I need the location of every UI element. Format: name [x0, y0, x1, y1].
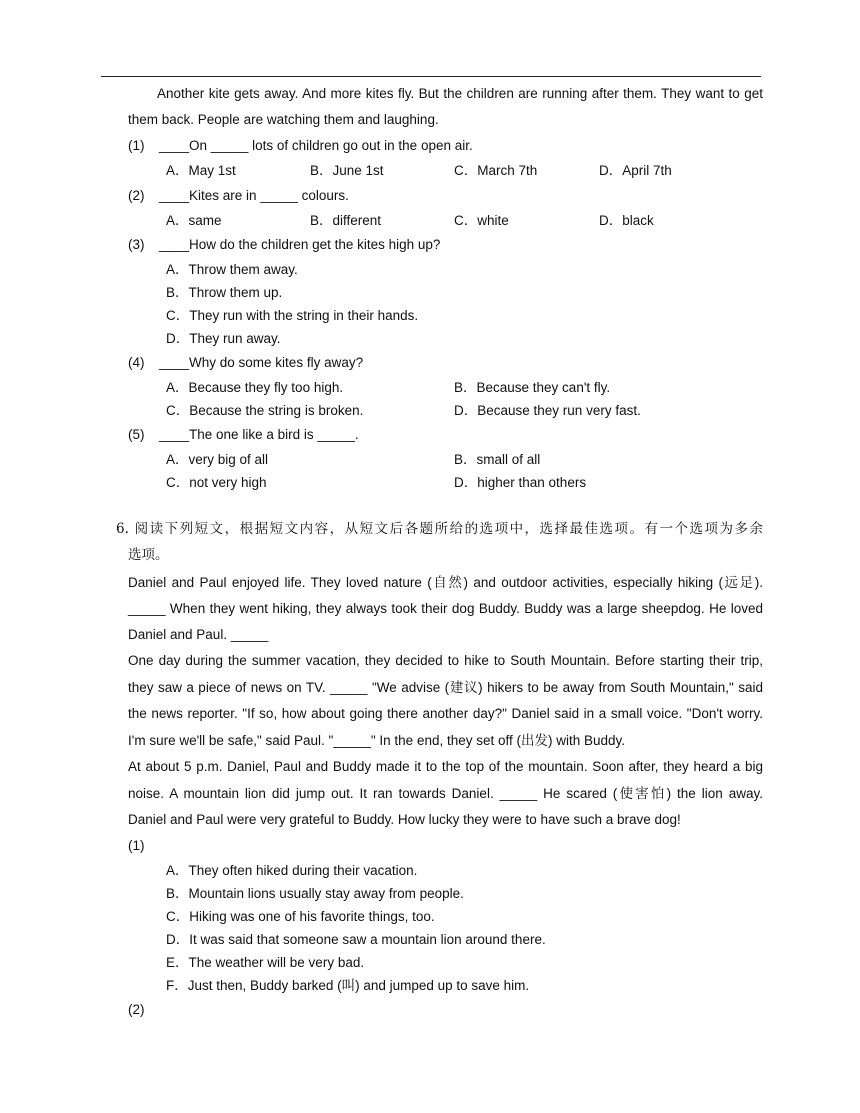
option-b[interactable]: B．June 1st — [310, 163, 384, 178]
passage-line: Another kite gets away. And more kites fly. But the children are running after them. They want to get — [157, 86, 763, 101]
option-c[interactable]: C．white — [454, 213, 509, 228]
passage-line: One day during the summer vacation, they decided to hike to South Mountain. Before starting their trip, — [128, 653, 763, 668]
option-c[interactable]: C．They run with the string in their hands. — [166, 308, 419, 323]
question-stem: ____How do the children get the kites high up? — [159, 237, 441, 252]
option-b[interactable]: B．Throw them up. — [166, 285, 283, 300]
passage-line: the news reporter. "If so, how about going there another day?" Daniel said in a small voice. "Don't worry. — [128, 706, 763, 721]
option-d[interactable]: D．black — [599, 213, 654, 228]
option-a[interactable]: A．They often hiked during their vacation. — [166, 863, 418, 878]
question-stem: ____Kites are in _____ colours. — [159, 188, 349, 203]
question-number: (2) — [128, 188, 145, 203]
option-b[interactable]: B．small of all — [454, 452, 541, 467]
question-number: (1) — [128, 138, 145, 153]
option-a[interactable]: A．same — [166, 213, 222, 228]
question-stem: ____Why do some kites fly away? — [159, 355, 364, 370]
question-stem: ____On _____ lots of children go out in the open air. — [159, 138, 473, 153]
passage-line: Daniel and Paul were very grateful to Buddy. How lucky they were to have such a brave dog! — [128, 812, 681, 827]
option-c[interactable]: C．Because the string is broken. — [166, 403, 364, 418]
passage-line: Daniel and Paul enjoyed life. They loved nature (自然) and outdoor activities, especially hiking (远足). — [128, 575, 763, 590]
passage-line: them back. People are watching them and laughing. — [128, 112, 439, 127]
section-instruction: 选项。 — [128, 547, 169, 563]
question-number: (5) — [128, 427, 145, 442]
passage-line: At about 5 p.m. Daniel, Paul and Buddy made it to the top of the mountain. Soon after, they heard a big — [128, 759, 763, 774]
question-number: (3) — [128, 237, 145, 252]
passage-line: they saw a piece of news on TV. _____ "We advise (建议) hikers to be away from South Mountain," said — [128, 680, 763, 695]
option-a[interactable]: A．very big of all — [166, 452, 269, 467]
option-d[interactable]: D．Because they run very fast. — [454, 403, 641, 418]
option-b[interactable]: B．Mountain lions usually stay away from people. — [166, 886, 464, 901]
option-d[interactable]: D．higher than others — [454, 475, 587, 490]
passage-line: _____ When they went hiking, they always took their dog Buddy. Buddy was a large sheepdog. He loved — [128, 601, 763, 616]
option-d[interactable]: D．April 7th — [599, 163, 672, 178]
option-c[interactable]: C．Hiking was one of his favorite things, too. — [166, 909, 435, 924]
question-number: (4) — [128, 355, 145, 370]
passage-line: Daniel and Paul. _____ — [128, 627, 269, 642]
option-c[interactable]: C．March 7th — [454, 163, 538, 178]
header-rule — [101, 76, 761, 77]
option-a[interactable]: A．May 1st — [166, 163, 236, 178]
option-b[interactable]: B．Because they can't fly. — [454, 380, 611, 395]
option-c[interactable]: C．not very high — [166, 475, 267, 490]
option-a[interactable]: A．Throw them away. — [166, 262, 298, 277]
option-f[interactable]: F．Just then, Buddy barked (叫) and jumped up to save him. — [166, 978, 530, 993]
question-number: (1) — [128, 838, 145, 853]
option-a[interactable]: A．Because they fly too high. — [166, 380, 344, 395]
option-d[interactable]: D．It was said that someone saw a mountain lion around there. — [166, 932, 546, 947]
question-number: (2) — [128, 1002, 145, 1017]
option-e[interactable]: E．The weather will be very bad. — [166, 955, 365, 970]
passage-line: noise. A mountain lion did jump out. It ran towards Daniel. _____ He scared (使害怕) the lion away. — [128, 786, 763, 801]
option-b[interactable]: B．different — [310, 213, 382, 228]
passage-line: I'm sure we'll be safe," said Paul. "_____" In the end, they set off (出发) with Buddy. — [128, 733, 626, 748]
option-d[interactable]: D．They run away. — [166, 331, 281, 346]
section-instruction: 6. 阅读下列短文，根据短文内容，从短文后各题所给的选项中，选择最佳选项。有一个选项为多余 — [116, 521, 763, 537]
question-stem: ____The one like a bird is _____. — [159, 427, 359, 442]
